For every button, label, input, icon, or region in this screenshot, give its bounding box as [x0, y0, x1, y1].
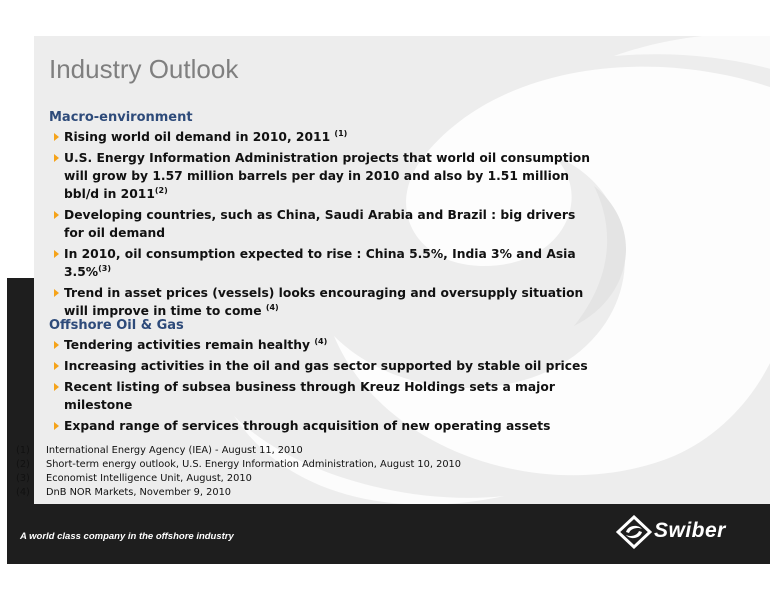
- footer-tagline: A world class company in the offshore industry: [20, 531, 234, 542]
- section-heading-offshore: Offshore Oil & Gas: [49, 318, 184, 333]
- footnote-item: (1) International Energy Agency (IEA) - August 11, 2010: [16, 445, 303, 456]
- list-item: Trend in asset prices (vessels) looks encouraging and oversupply situation will improve in time to come $^{(4)}$: [54, 284, 594, 320]
- slide-content: [34, 36, 770, 504]
- section-heading-macro: Macro-environment: [49, 110, 193, 125]
- bullet-arrow-icon: [54, 422, 59, 430]
- bullet-arrow-icon: [54, 133, 59, 141]
- offshore-bullet-list: [54, 336, 614, 438]
- bullet-arrow-icon: [54, 362, 59, 370]
- logo-wordmark: Swiber: [654, 519, 726, 542]
- list-item: Rising world oil demand in 2010, 2011 $^{(1)}$: [54, 128, 594, 146]
- list-item: In 2010, oil consumption expected to rise : China 5.5%, India 3% and Asia 3.5%$^{(3)}$: [54, 245, 594, 281]
- swiber-logo-icon: [616, 515, 652, 549]
- footnote-list: [16, 444, 461, 500]
- list-item: Developing countries, such as China, Saudi Arabia and Brazil : big drivers for oil demand: [54, 206, 594, 242]
- bullet-arrow-icon: [54, 154, 59, 162]
- bullet-arrow-icon: [54, 383, 59, 391]
- list-item: Tendering activities remain healthy $^{(4)}$: [54, 336, 614, 354]
- bullet-arrow-icon: [54, 250, 59, 258]
- bullet-arrow-icon: [54, 289, 59, 297]
- footnote-item: (3) Economist Intelligence Unit, August, 2010: [16, 473, 252, 484]
- swiber-logo: [616, 515, 748, 549]
- list-item: Increasing activities in the oil and gas sector supported by stable oil prices: [54, 357, 614, 375]
- footnote-item: (4) DnB NOR Markets, November 9, 2010: [16, 487, 232, 498]
- list-item: U.S. Energy Information Administration projects that world oil consumption will grow by 1.57 million barrels per day in 2010 and also by 1.51 million bbl/d in 2011$^{(2)}$: [54, 149, 594, 203]
- bullet-arrow-icon: [54, 211, 59, 219]
- page-title: Industry Outlook: [49, 54, 239, 84]
- bullet-arrow-icon: [54, 341, 59, 349]
- footnote-item: (2) Short-term energy outlook, U.S. Energy Information Administration, August 10, 2010: [16, 459, 462, 470]
- macro-bullet-list: [54, 128, 594, 323]
- list-item: Expand range of services through acquisition of new operating assets: [54, 417, 614, 435]
- list-item: Recent listing of subsea business through Kreuz Holdings sets a major milestone: [54, 378, 614, 414]
